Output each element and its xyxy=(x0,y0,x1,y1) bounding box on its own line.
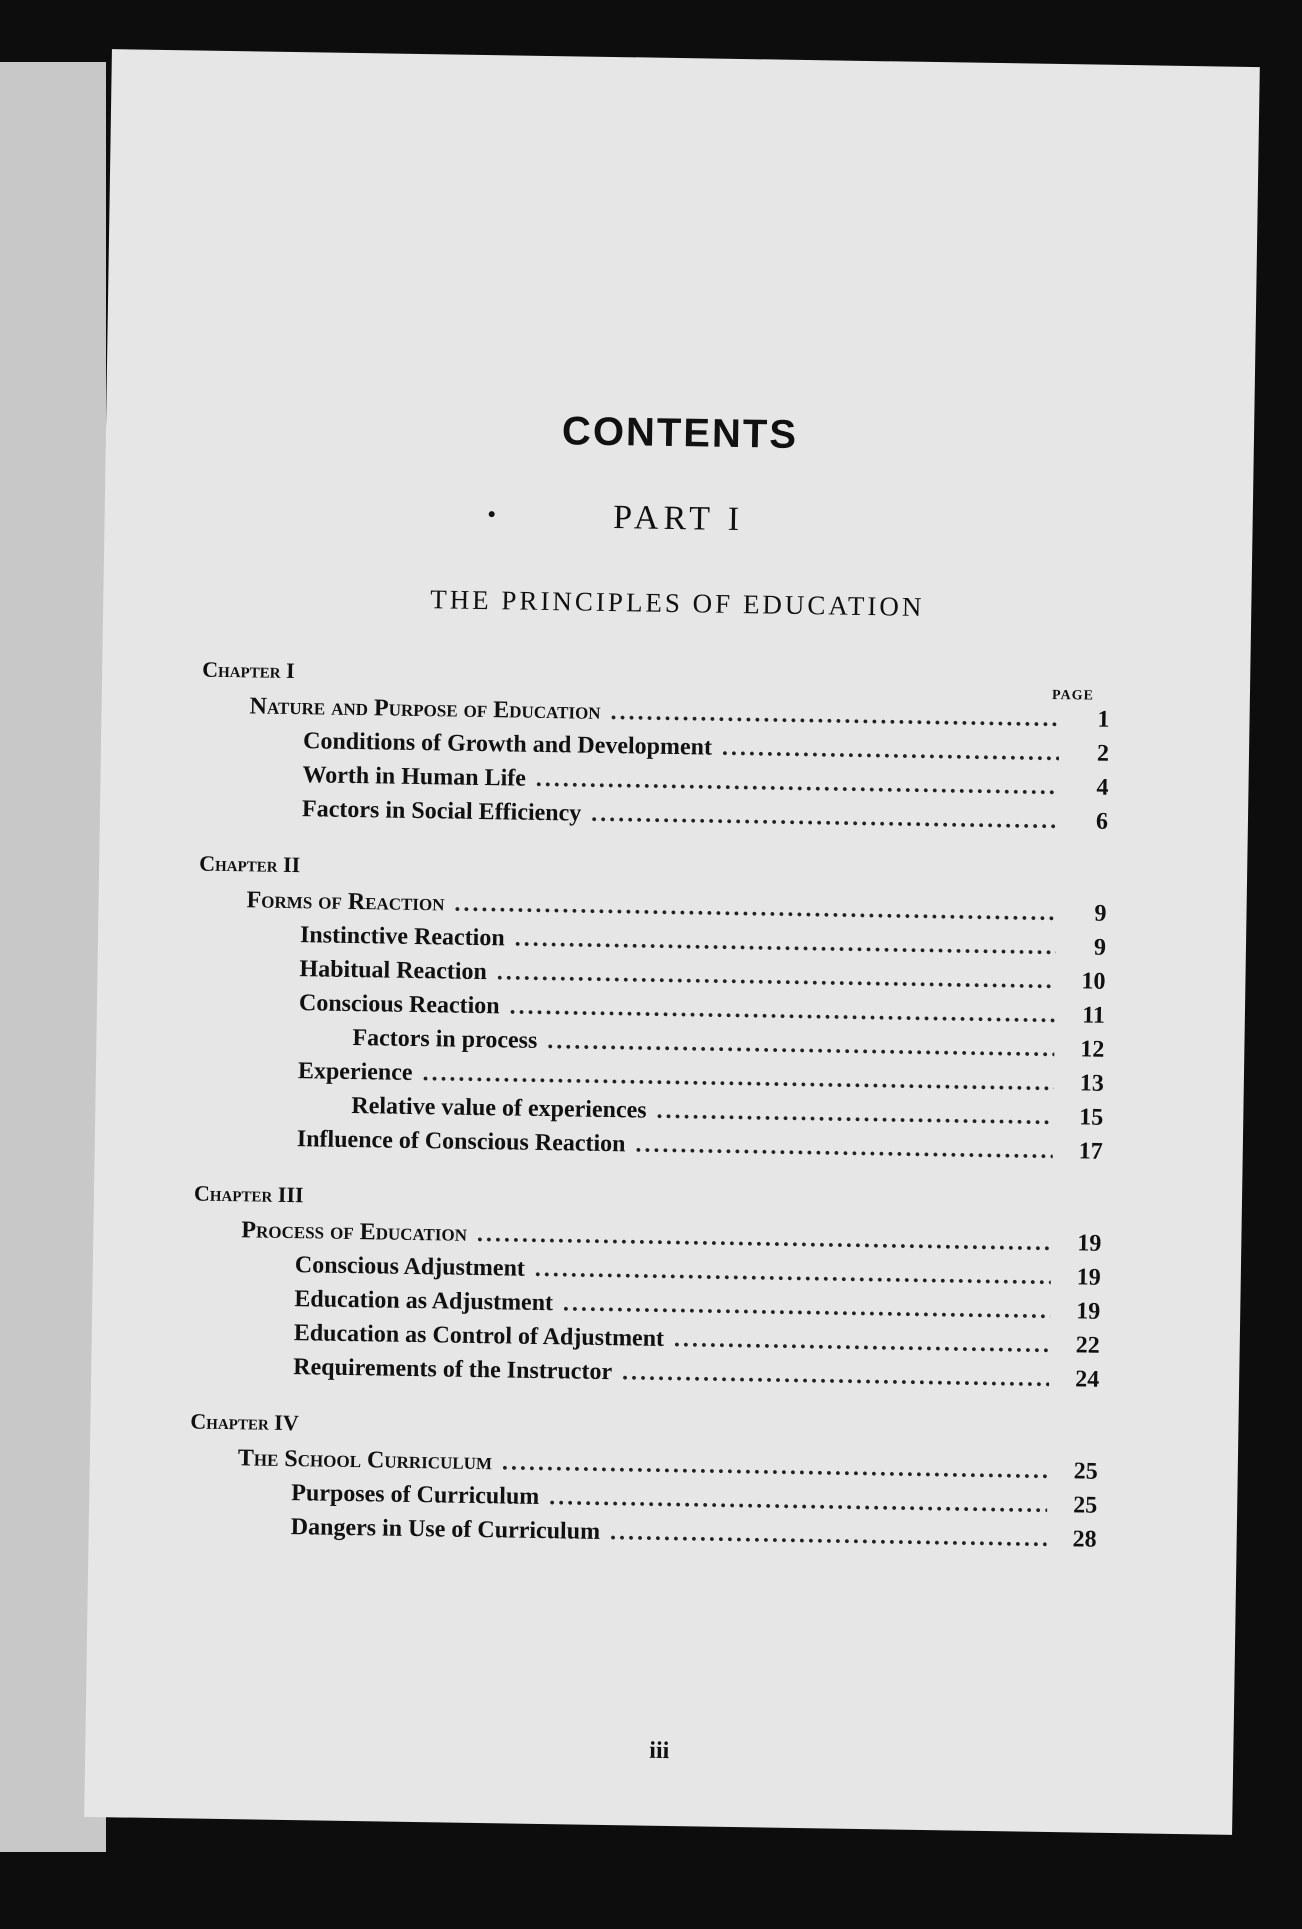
toc-entry-page: 13 xyxy=(1079,1070,1105,1097)
dot-leader xyxy=(635,1127,1053,1168)
toc-entry-page: 25 xyxy=(1073,1458,1098,1485)
chapter-block xyxy=(189,1402,1099,1556)
toc-entry-page: 4 xyxy=(1096,774,1109,801)
toc-entry-title: Requirements of the Instructor xyxy=(293,1354,613,1386)
toc-entry-page: 2 xyxy=(1096,740,1110,767)
toc-entry-page: 25 xyxy=(1072,1492,1098,1519)
chapter-label: Chapter I xyxy=(202,656,295,684)
table-of-contents xyxy=(188,651,1110,1577)
chapter-block xyxy=(191,1175,1102,1397)
toc-entry-title: Purposes of Curriculum xyxy=(291,1480,540,1510)
toc-entry-page: 15 xyxy=(1079,1104,1104,1131)
toc-entry-title: Nature and Purpose of Education xyxy=(249,693,601,725)
chapter-label: Chapter III xyxy=(193,1180,304,1208)
book-page xyxy=(84,49,1260,1835)
dot-leader xyxy=(610,1515,1047,1556)
toc-entry-title: Factors in process xyxy=(352,1024,538,1054)
toc-entry-title: Education as Adjustment xyxy=(294,1286,554,1317)
part-heading: PART I xyxy=(612,499,745,539)
toc-entry-title: Relative value of experiences xyxy=(351,1092,647,1124)
chapter-label: Chapter IV xyxy=(190,1408,299,1436)
toc-entry-page: 22 xyxy=(1075,1332,1100,1359)
toc-entry-page: 19 xyxy=(1076,1264,1101,1291)
toc-entry-title: Worth in Human Life xyxy=(302,762,527,792)
chapter-block xyxy=(195,845,1108,1169)
toc-entry-title: Education as Control of Adjustment xyxy=(293,1320,665,1352)
toc-entry-title: Experience xyxy=(297,1058,413,1086)
toc-entry-title: Conditions of Growth and Development xyxy=(302,728,713,761)
toc-entry-title: Habitual Reaction xyxy=(299,956,488,986)
toc-entry-page: 11 xyxy=(1082,1002,1106,1029)
toc-entry-page: 12 xyxy=(1080,1036,1105,1063)
subject-heading: THE PRINCIPLES OF EDUCATION xyxy=(429,584,925,622)
toc-entry-title: Influence of Conscious Reaction xyxy=(296,1126,626,1158)
toc-entry-page: 1 xyxy=(1097,706,1110,733)
toc-entry-page: 17 xyxy=(1078,1138,1103,1165)
folio: iii xyxy=(649,1737,670,1765)
toc-entry-page: 24 xyxy=(1074,1366,1100,1393)
toc-entry-title: Dangers in Use of Curriculum xyxy=(290,1514,601,1545)
toc-entry-page: 9 xyxy=(1094,900,1107,927)
toc-entry-page: 10 xyxy=(1081,968,1106,995)
dot-leader xyxy=(622,1355,1050,1396)
toc-entry-page: 19 xyxy=(1077,1230,1102,1257)
toc-entry-page: 28 xyxy=(1072,1526,1097,1553)
page-column-label: PAGE xyxy=(1051,687,1095,704)
toc-entry-title: Conscious Reaction xyxy=(298,990,500,1020)
contents-heading: CONTENTS xyxy=(561,409,799,457)
toc-entry-page: 6 xyxy=(1095,808,1109,835)
toc-entry-page: 9 xyxy=(1093,934,1107,961)
toc-entry-title: Conscious Adjustment xyxy=(294,1252,526,1282)
toc-entry-title: The School Curriculum xyxy=(237,1445,493,1476)
toc-entry-title: Forms of Reaction xyxy=(246,887,445,917)
toc-entry-title: Factors in Social Efficiency xyxy=(301,796,582,827)
toc-entry-title: Process of Education xyxy=(241,1217,468,1247)
dot-leader xyxy=(591,797,1058,838)
toc-entry-page: 19 xyxy=(1076,1298,1101,1325)
dot-leader xyxy=(722,731,1060,770)
chapter-label: Chapter II xyxy=(198,850,301,878)
chapter-block xyxy=(200,651,1111,839)
toc-entry-title: Instinctive Reaction xyxy=(299,922,505,952)
